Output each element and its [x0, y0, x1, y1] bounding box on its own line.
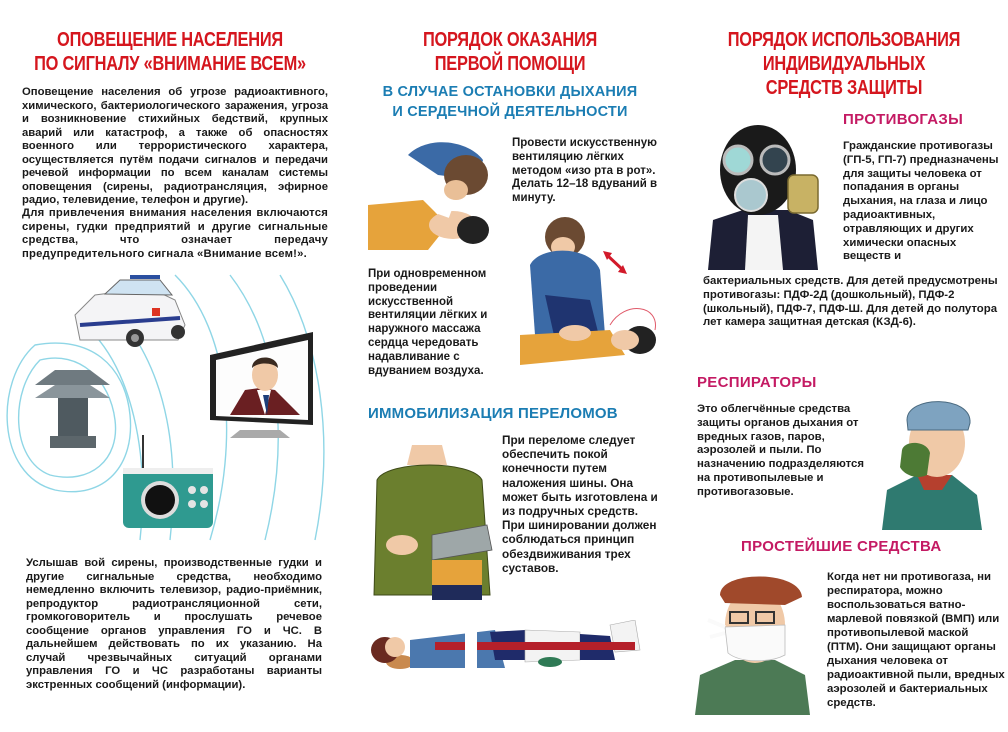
left-attention-text: Для привлечения внимания населения включаются сирены, гудки предприятий и другие сигнальные средства, что означает передачу предупредительного сигнала «Внимание всем!».: [22, 207, 328, 260]
rescue-breathing-text: Провести искусственную вентиляцию лёгких методом «изо рта в рот». Делать 12–18 вдуваний в минуту.: [512, 137, 658, 205]
cpr-heading: [350, 82, 670, 122]
gasmasks-text-2: бактериальных средств. Для детей предусмотрены противогазы: ПДФ-2Д (дошкольный), ПДФ-2 (школьный), ПДФ-7, ПДФ-Ш. Для детей до полутора лет камера защитная детская (КЗД-6).: [703, 275, 998, 329]
cpr-heading-line2: И СЕРДЕЧНОЙ ДЕЯТЕЛЬНОСТИ: [392, 104, 628, 120]
right-title-line3: СРЕДСТВ ЗАЩИТЫ: [765, 77, 923, 99]
right-title-line2: ИНДИВИДУАЛЬНЫХ: [762, 53, 926, 75]
gauze-bandage-illustration: [690, 565, 820, 715]
right-column-title: [710, 28, 979, 100]
cpr-heading-line1: В СЛУЧАЕ ОСТАНОВКИ ДЫХАНИЯ: [382, 84, 638, 100]
right-title-line1: ПОРЯДОК ИСПОЛЬЗОВАНИЯ: [727, 29, 961, 51]
cpr-combined-text: При одновременном проведении искусственной вентиляции лёгких и наружного массажа сердца чередовать надавливание с вдуванием воздуха.: [368, 268, 488, 377]
rescue-breathing-illustration: [368, 130, 498, 250]
siren-icon: [35, 370, 110, 448]
chest-compression-illustration: [515, 215, 665, 375]
respirators-text: Это облегчённые средства защиты органов дыхания от вредных газов, паров, аэрозолей и пыли. По назначению подразделяются на противопылевые и противогазовые.: [697, 403, 864, 498]
gasmasks-text-1: Гражданские противогазы (ГП-5, ГП-7) предназначены для защиты человека от попадания в органы дыхания, на глаза и лицо радиоактивных, отравляющих и других химически опасных веществ и: [843, 140, 999, 263]
fracture-heading: ИММОБИЛИЗАЦИЯ ПЕРЕЛОМОВ: [368, 405, 618, 422]
police-car-icon: [75, 275, 185, 347]
middle-title-line2: ПЕРВОЙ ПОМОЩИ: [434, 53, 586, 75]
middle-column-title: [379, 28, 641, 76]
radio-icon: [123, 435, 213, 528]
simple-means-text: Когда нет ни противогаза, ни респиратора, можно воспользоваться ватно-марлевой повязкой (ВМП) или противопылевой маской (ПТМ). Они защищают органы дыхания человека от радиоактивной пыли, вредных аэрозолей и бактериальных средств.: [827, 571, 1005, 709]
respirator-illustration: [882, 395, 982, 530]
left-intro-text: Оповещение населения об угрозе радиоактивного, химического, бактериологического заражения, угроза и возникновение стихийных бедствий, крупных аварий или катастроф, а также об опасностях военного или террористического характера, осуществляется путём подачи сигналов и передачи речевой информации по всем каналам системы оповещения (сирены, радиотрансляция, эфирное радио, телевидение, телефон и другие).: [22, 86, 328, 206]
left-title-line2: ПО СИГНАЛУ «ВНИМАНИЕ ВСЕМ»: [34, 53, 306, 75]
left-action-text: Услышав вой сирены, производственные гудки и другие сигнальные средства, необходимо немедленно включить телевизор, радио-приёмник, репродуктор радиотрансляционной сети, громкоговоритель и прослушать речевое сообщение органов управления ГО и ЧС. В дальнейшем действовать по их указанию. На случай чрезвычайных ситуаций органами управления ГО и ЧС разработаны варианты экстренных сообщений (информации).: [26, 557, 322, 691]
left-column-title: [31, 28, 310, 76]
respirators-heading: РЕСПИРАТОРЫ: [697, 374, 817, 391]
television-icon: [210, 332, 313, 438]
gasmasks-heading: ПРОТИВОГАЗЫ: [843, 111, 964, 128]
leg-splint-illustration: [365, 620, 665, 680]
fracture-text: При переломе следует обеспечить покой конечности путем наложения шины. Она может быть изготовлена и из подручных средств. При шинировании должен соблюдаться принцип обездвиживания трех суставов.: [502, 433, 658, 575]
gas-mask-illustration: [703, 120, 823, 270]
simple-means-heading: ПРОСТЕЙШИЕ СРЕДСТВА: [741, 538, 942, 555]
left-title-line1: ОПОВЕЩЕНИЕ НАСЕЛЕНИЯ: [57, 29, 283, 51]
middle-title-line1: ПОРЯДОК ОКАЗАНИЯ: [422, 29, 598, 51]
arm-splint-illustration: [372, 435, 497, 600]
alert-devices-illustration: [0, 270, 340, 545]
